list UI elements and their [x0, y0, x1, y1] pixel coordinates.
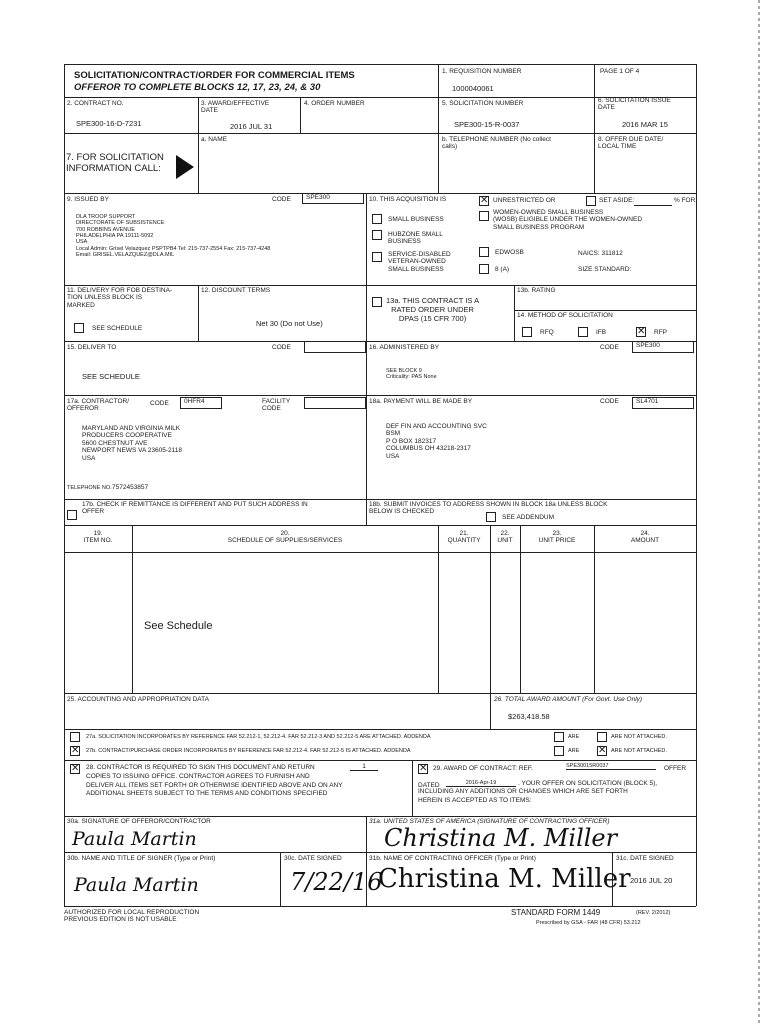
- delivery-fob-label: 11. DELIVERY FOR FOB DESTINA- TION UNLESS BLOCK IS MARKED: [67, 287, 173, 309]
- discount-terms-label: 12. DISCOUNT TERMS: [201, 287, 271, 294]
- telephone-no-label: TELEPHONE NO.: [67, 485, 112, 491]
- col-unit: 22. UNIT: [497, 530, 513, 545]
- award-ref: SPE30015R0037: [566, 763, 656, 770]
- requisition-number: 1000040061: [452, 84, 494, 93]
- page-label: PAGE 1 OF 4: [600, 68, 640, 75]
- set-aside-label: SET ASIDE:: [599, 197, 635, 204]
- sdvosb-checkbox[interactable]: [372, 252, 382, 262]
- hubzone-checkbox[interactable]: [372, 230, 382, 240]
- 27a-are-not-label: ARE NOT ATTACHED.: [611, 734, 667, 740]
- total-award-amount: $263,418.58: [508, 712, 550, 721]
- contractor-required-text: 28. CONTRACTOR IS REQUIRED TO SIGN THIS DOCUMENT AND RETURN COPIES TO ISSUING OFFICE. CONTRACTOR AGREES TO FURNISH AND DELIVER ALL ITEMS SET FORTH OR OTHERWISE IDENTIFIED ABOVE AND ON ANY ADDITIONAL SHEETS SUBJECT TO THE TERMS AND CONDITIONS SPECIFIED: [86, 764, 343, 798]
- col-amount: 24. AMOUNT: [630, 530, 660, 545]
- scan-edge: [758, 0, 760, 1024]
- solicitation-info-label: 7. FOR SOLICITATION INFORMATION CALL:: [66, 152, 164, 175]
- copies-count: 1: [350, 763, 378, 771]
- unrestricted-label: UNRESTRICTED OR: [493, 197, 556, 204]
- officer-date-label: 31c. DATE SIGNED: [616, 855, 674, 862]
- issued-by-address: DLA TROOP SUPPORT DIRECTORATE OF SUBSISTENCE 700 ROBBINS AVENUE PHILADELPHIA PA 19111-5092 USA Local Admin: Grisel Velazquez PSPTPB4 Tel: 215-737-2554 Fax: 215-737-4248 Email: GRISEL.VELAZQUEZ@DLA.MIL: [76, 214, 271, 258]
- naics-label: NAICS: 311812: [578, 250, 623, 257]
- offeror-signature: Paula Martin: [72, 828, 197, 850]
- frame-top: [64, 64, 696, 65]
- col-unit-price: 23. UNIT PRICE: [538, 530, 576, 545]
- wosb-label: WOMEN-OWNED SMALL BUSINESS (WOSB) ELIGIBLE UNDER THE WOMEN-OWNED SMALL BUSINESS PROGRAM: [493, 209, 643, 231]
- col-schedule: 20. SCHEDULE OF SUPPLIES/SERVICES: [227, 530, 343, 545]
- telephone-no: 7572453857: [112, 484, 149, 491]
- requisition-label: 1. REQUISITION NUMBER: [442, 68, 522, 75]
- issued-code: SPE300: [302, 193, 364, 204]
- remittance-checkbox[interactable]: [67, 510, 77, 520]
- payment-label: 18a. PAYMENT WILL BE MADE BY: [369, 398, 473, 405]
- unrestricted-checkbox[interactable]: [479, 196, 489, 206]
- issue-date: 2016 MAR 15: [622, 120, 668, 129]
- small-business-checkbox[interactable]: [372, 214, 382, 224]
- submit-invoices-label: 18b. SUBMIT INVOICES TO ADDRESS SHOWN IN BLOCK 18a UNLESS BLOCK BELOW IS CHECKED: [369, 501, 608, 516]
- discount-terms: Net 30 (Do not Use): [256, 319, 323, 328]
- solicitation-number-label: 5. SOLICITATION NUMBER: [442, 100, 524, 107]
- officer-name-label: 31b. NAME OF CONTRACTING OFFICER (Type or Print): [369, 855, 536, 862]
- frame-left: [64, 64, 65, 906]
- payment-code-label: CODE: [600, 398, 619, 405]
- see-addendum-label: SEE ADDENDUM: [502, 514, 555, 521]
- award-checkbox[interactable]: [418, 764, 428, 774]
- form-revision: (REV. 2/2012): [636, 910, 671, 916]
- deliver-code-label: CODE: [272, 344, 291, 351]
- dated-value: 2016-Apr-19: [446, 780, 516, 787]
- administered-by-label: 16. ADMINISTERED BY: [369, 344, 440, 351]
- edwosb-label: EDWOSB: [495, 249, 524, 256]
- signer-name: Paula Martin: [74, 874, 199, 896]
- contractor-code-label: CODE: [150, 400, 169, 407]
- see-schedule-checkbox[interactable]: [74, 323, 84, 333]
- addenda-27a-checkbox[interactable]: [70, 732, 80, 742]
- issue-date-label: 6. SOLICITATION ISSUE DATE: [598, 97, 671, 112]
- edwosb-checkbox[interactable]: [479, 247, 489, 257]
- hubzone-label: HUBZONE SMALL BUSINESS: [388, 231, 443, 246]
- contractor-sign-checkbox[interactable]: [70, 764, 80, 774]
- signer-name-label: 30b. NAME AND TITLE OF SIGNER (Type or Print): [67, 855, 216, 862]
- award-date-label: 3. AWARD/EFFECTIVE DATE: [201, 100, 270, 115]
- form-subtitle: OFFEROR TO COMPLETE BLOCKS 12, 17, 23, 24, & 30: [74, 82, 321, 93]
- reproduction-note: AUTHORIZED FOR LOCAL REPRODUCTION PREVIOUS EDITION IS NOT USABLE: [64, 909, 200, 924]
- sdvosb-label: SERVICE-DISABLED VETERAN-OWNED SMALL BUSINESS: [388, 251, 451, 273]
- deliver-code-box: [304, 341, 366, 353]
- contractor-label: 17a. CONTRACTOR/ OFFEROR: [67, 398, 130, 413]
- rating-label: 13b. RATING: [517, 287, 556, 294]
- small-business-label: SMALL BUSINESS: [388, 216, 444, 223]
- rfp-label: RFP: [654, 329, 667, 336]
- 27b-are-not-label: ARE NOT ATTACHED.: [611, 748, 667, 754]
- 27a-are-label: ARE: [568, 734, 580, 740]
- award-date: 2016 JUL 31: [230, 122, 273, 131]
- contractor-address: MARYLAND AND VIRGINIA MILK PRODUCERS COOPERATIVE 5600 CHESTNUT AVE NEWPORT NEWS VA 23605-2118 USA: [82, 425, 182, 462]
- solicitation-incorporates: 27a. SOLICITATION INCORPORATES BY REFERENCE FAR 52.212-1, 52.212-4. FAR 52.212-3 AND 52.212-5 ARE ATTACHED. ADDENDA: [86, 734, 431, 740]
- facility-code-label: FACILITY CODE: [262, 398, 291, 413]
- schedule-body: See Schedule: [144, 620, 213, 632]
- frame-right: [696, 64, 697, 906]
- form-title: SOLICITATION/CONTRACT/ORDER FOR COMMERCIAL ITEMS: [74, 70, 355, 81]
- officer-signature-label: 31a. UNITED STATES OF AMERICA (SIGNATURE OF CONTRACTING OFFICER): [369, 818, 610, 825]
- method-label: 14. METHOD OF SOLICITATION: [517, 312, 613, 319]
- see-schedule-label: SEE SCHEDULE: [92, 325, 143, 332]
- offeror-signature-label: 30a. SIGNATURE OF OFFEROR/CONTRACTOR: [67, 818, 211, 825]
- pct-for-label: % FOR:: [674, 197, 698, 204]
- dated-label: DATED: [418, 782, 440, 789]
- eight-a-label: 8 (A): [495, 266, 510, 273]
- acquisition-label: 10. THIS ACQUISITION IS: [369, 196, 447, 203]
- 27b-are-not-checkbox[interactable]: [597, 746, 607, 756]
- prescribed-by: Prescribed by GSA - FAR (48 CFR) 53.212: [536, 920, 641, 926]
- solicitation-number: SPE300-15-R-0037: [454, 120, 520, 129]
- form-number: STANDARD FORM 1449: [511, 908, 601, 917]
- payment-address: DEF FIN AND ACCOUNTING SVC BSM P O BOX 182317 COLUMBUS OH 43218-2317 USA: [386, 423, 487, 460]
- contractor-date: 7/22/16: [290, 868, 383, 896]
- officer-signature: Christina M. Miller: [384, 824, 618, 852]
- issued-code-label: CODE: [272, 196, 291, 203]
- total-award-label: 26. TOTAL AWARD AMOUNT (For Govt. Use Only): [494, 696, 643, 703]
- contract-incorporates: 27b. CONTRACT/PURCHASE ORDER INCORPORATES BY REFERENCE FAR 52.212-4. FAR 52.212-5 IS ATTACHED. ADDENDA: [86, 748, 411, 754]
- telephone-label: b. TELEPHONE NUMBER (No collect calls): [442, 136, 551, 151]
- contractor-code: 0HFR4: [180, 397, 222, 409]
- col-quantity: 21. QUANTITY: [447, 530, 481, 545]
- arrow-right-icon: [176, 155, 194, 179]
- rfq-checkbox[interactable]: [522, 327, 532, 337]
- addenda-27b-checkbox[interactable]: [70, 746, 80, 756]
- offer-label: OFFER: [664, 765, 687, 772]
- officer-date: 2016 JUL 20: [630, 876, 673, 885]
- set-aside-checkbox[interactable]: [586, 196, 596, 206]
- remittance-label: 17b. CHECK IF REMITTANCE IS DIFFERENT AND PUT SUCH ADDRESS IN OFFER: [82, 501, 308, 516]
- issued-by-label: 9. ISSUED BY: [67, 196, 109, 203]
- rfp-checkbox[interactable]: [636, 327, 646, 337]
- wosb-checkbox[interactable]: [479, 211, 489, 221]
- award-text: . YOUR OFFER ON SOLICITATION (BLOCK 5), INCLUDING ANY ADDITIONS OR CHANGES WHICH ARE SET FORTH HEREIN IS ACCEPTED AS TO ITEMS:: [418, 780, 658, 804]
- ifb-label: IFB: [596, 329, 607, 336]
- size-standard-label: SIZE STANDARD:: [578, 266, 632, 273]
- contract-no-label: 2. CONTRACT NO.: [67, 100, 124, 107]
- contractor-date-label: 30c. DATE SIGNED: [284, 855, 342, 862]
- see-addendum-checkbox[interactable]: [486, 512, 496, 522]
- frame-bottom: [64, 906, 696, 907]
- payment-code: SL4701: [632, 397, 694, 409]
- ifb-checkbox[interactable]: [578, 327, 588, 337]
- 27b-are-checkbox[interactable]: [554, 746, 564, 756]
- administered-code: SPE300: [632, 341, 694, 353]
- contract-no: SPE300-16-D-7231: [76, 119, 142, 128]
- 27a-are-checkbox[interactable]: [554, 732, 564, 742]
- administered-code-label: CODE: [600, 344, 619, 351]
- administered-by: SEE BLOCK 9 Criticality: PAS None: [386, 368, 437, 381]
- eight-a-checkbox[interactable]: [479, 264, 489, 274]
- col-item-no: 19. ITEM NO.: [83, 530, 113, 545]
- 27a-are-not-checkbox[interactable]: [597, 732, 607, 742]
- deliver-to-label: 15. DELIVER TO: [67, 344, 117, 351]
- 27b-are-label: ARE: [568, 748, 580, 754]
- rfq-label: RFQ: [540, 329, 554, 336]
- facility-code-box: [304, 397, 366, 409]
- rated-order-label: 13a. THIS CONTRACT IS A RATED ORDER UNDER DPAS (15 CFR 700): [386, 296, 480, 323]
- officer-name: Christina M. Miller: [378, 864, 631, 894]
- accounting-label: 25. ACCOUNTING AND APPROPRIATION DATA: [67, 696, 209, 703]
- order-number-label: 4. ORDER NUMBER: [304, 100, 365, 107]
- deliver-to: SEE SCHEDULE: [82, 372, 140, 381]
- offer-due-label: 8. OFFER DUE DATE/ LOCAL TIME: [598, 136, 664, 151]
- name-label: a. NAME: [201, 136, 228, 143]
- rated-order-checkbox[interactable]: [372, 297, 382, 307]
- award-of-contract-label: 29. AWARD OF CONTRACT: REF.: [433, 765, 533, 772]
